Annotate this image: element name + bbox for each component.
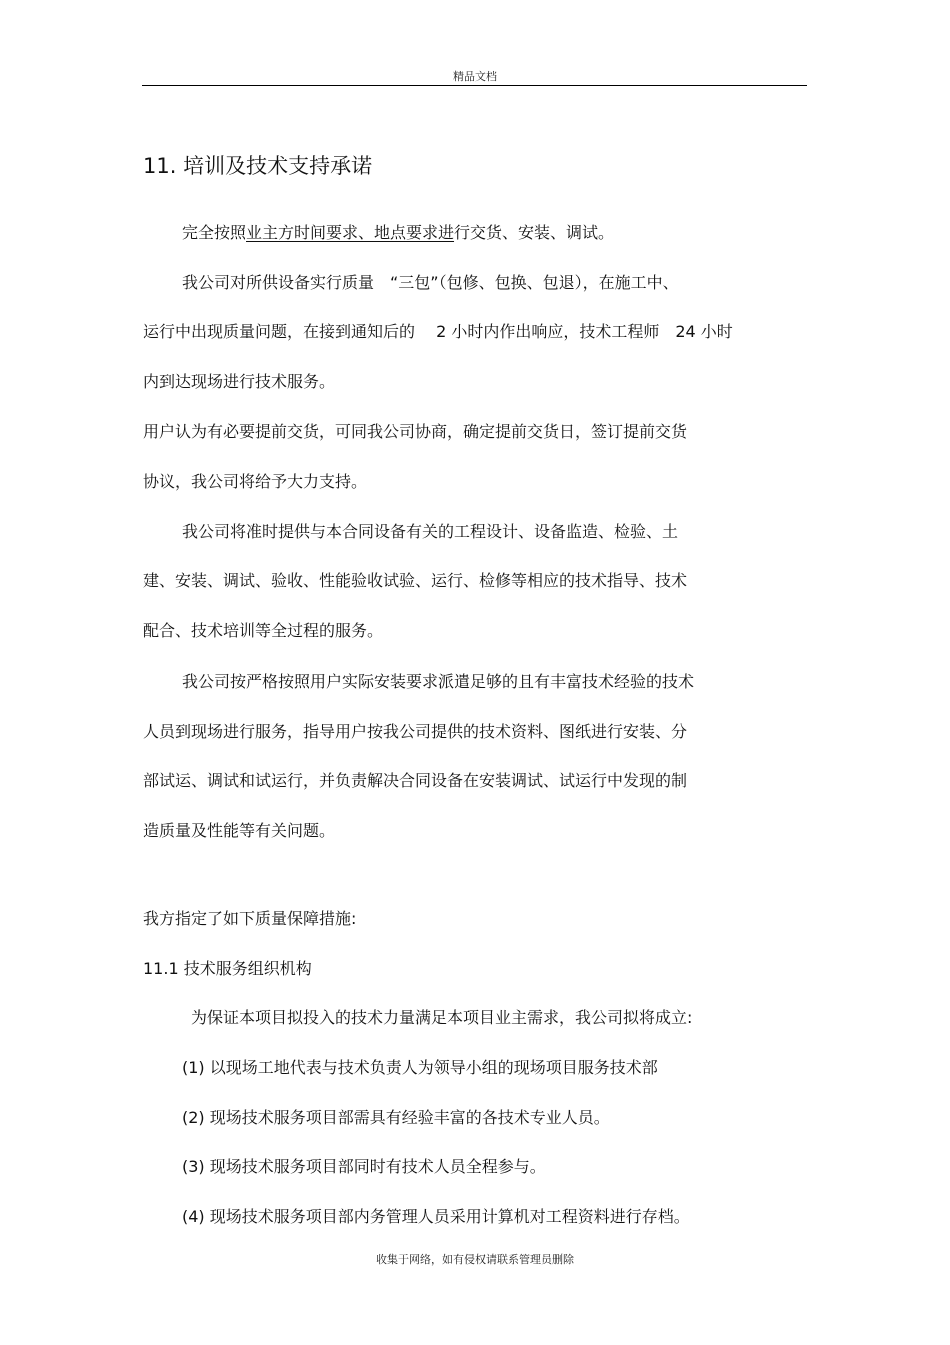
paragraph-line: 部试运、调试和试运行，并负责解决合同设备在安装调试、试运行中发现的制	[143, 771, 688, 790]
paragraph-line: 配合、技术培训等全过程的服务。	[143, 621, 384, 640]
underlined-text: 业主方时间要求、地点要求进	[246, 223, 455, 242]
paragraph-line: 造质量及性能等有关问题。	[143, 821, 336, 840]
paragraph-line: 运行中出现质量问题，在接到通知后的 2 小时内作出响应，技术工程师 24 小时	[143, 322, 733, 341]
page-header: 精品文档	[453, 70, 497, 83]
section-title: 11. 培训及技术支持承诺	[143, 154, 373, 178]
list-item: (4) 现场技术服务项目部内务管理人员采用计算机对工程资料进行存档。	[182, 1207, 690, 1226]
list-item: (3) 现场技术服务项目部同时有技术人员全程参与。	[182, 1157, 546, 1176]
paragraph-line: 我方指定了如下质量保障措施:	[143, 909, 357, 928]
paragraph-line: 用户认为有必要提前交货，可同我公司协商，确定提前交货日，签订提前交货	[143, 422, 688, 441]
list-item: (1) 以现场工地代表与技术负责人为领导小组的现场项目服务技术部	[182, 1058, 658, 1077]
paragraph-line: 建、安装、调试、验收、性能验收试验、运行、检修等相应的技术指导、技术	[143, 571, 688, 590]
paragraph-line	[182, 222, 614, 244]
page-footer: 收集于网络，如有侵权请联系管理员删除	[376, 1253, 574, 1266]
header-divider	[142, 85, 807, 86]
paragraph-text: 完全按照	[182, 223, 247, 242]
paragraph-line: 内到达现场进行技术服务。	[143, 372, 336, 391]
paragraph-line: 我公司对所供设备实行质量 “三包”（包修、包换、包退），在施工中、	[182, 273, 679, 292]
subsection-heading: 11.1 技术服务组织机构	[143, 959, 312, 978]
paragraph-text: 行交货、安装、调试。	[454, 223, 615, 242]
paragraph-line: 人员到现场进行服务，指导用户按我公司提供的技术资料、图纸进行安装、分	[143, 722, 688, 741]
paragraph-line: 我公司按严格按照用户实际安装要求派遣足够的且有丰富技术经验的技术	[182, 672, 695, 691]
list-item: (2) 现场技术服务项目部需具有经验丰富的各技术专业人员。	[182, 1108, 610, 1127]
paragraph-line: 为保证本项目拟投入的技术力量满足本项目业主需求，我公司拟将成立:	[191, 1008, 693, 1027]
paragraph-line: 我公司将准时提供与本合同设备有关的工程设计、设备监造、检验、土	[182, 522, 679, 541]
paragraph-line: 协议，我公司将给予大力支持。	[143, 472, 368, 491]
